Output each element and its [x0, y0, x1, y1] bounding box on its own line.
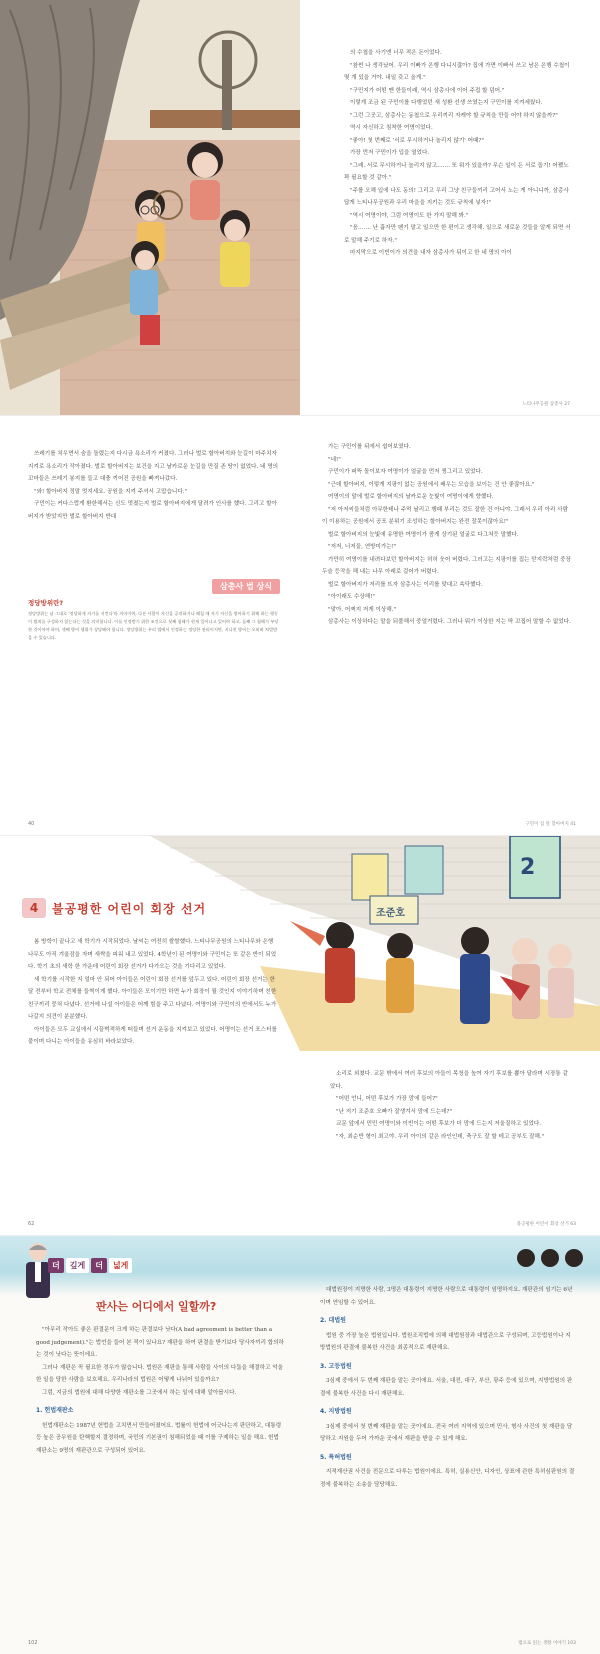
paragraph: 이렇게 조금 된 구민이를 다행었던 새 성환 선생 쓰였는지 구민이를 지켜세웠다. — [350, 100, 543, 106]
paragraph: "난 저기 조준호 오빠가 잘생겨서 맘에 드는데?" — [336, 1108, 453, 1115]
paragraph: 아이들은 모두 교실에서 시끌벅적하게 떠들며 선거 운동을 지켜보고 있었다. 어명이는 선거 포스터를 붙이며 다니는 아이들을 유심히 바라보았다. — [28, 1026, 277, 1045]
text-page-40 — [0, 416, 300, 835]
badge-part: 더 — [48, 1258, 64, 1273]
paragraph: "구민지가 어떤 맨 한들이래, 역시 삼총사에 이어 주접 할 덤어." — [350, 87, 505, 94]
paragraph: "아무리 작아도 좋은 판결문이 크게 하는 판결보다 낫다(A bad agreement is better than a good judgement)."는 법언을 들어 본 적이 있나요? 재판을 하여 판결을 받기보다 당사자끼리 합의하는 것이 낫다는 뜻이에요. — [36, 1327, 284, 1358]
subheading: 1. 헌법재판소 — [36, 1407, 74, 1414]
paragraph: "근데 할아버지, 이렇게 지팡이 없는 공원에서 배우는 모습을 보이는 건 안 좋잖아요." — [328, 481, 535, 488]
running-head: 구민이 집 앞 할아버지 41 — [525, 822, 576, 827]
paragraph: "저저, 너저들, 연방미가는!" — [328, 544, 397, 550]
text-page-41 — [300, 416, 600, 835]
book-spread-4 — [0, 1235, 600, 1654]
subheading: 3. 고등법원 — [320, 1362, 352, 1370]
paragraph: 3심제 중에서 첫 번째 재판을 맡는 곳이에요. 전국 여러 지역에 있으며 민사, 형사 사건의 첫 재판을 담당하고 지원을 두어 가까운 곳에서 재판을 받을 수 있게 해요. — [320, 1423, 573, 1442]
paragraph: 가는 구민이를 뒤에서 쉽어보였다. — [328, 444, 411, 450]
paragraph: 새 학기를 시작한 지 얼마 안 되어 아이들은 어린이 회장 선거를 앞두고 있다. 어린이 회장 선거는 한 달 전부터 학교 전체를 들썩이게 했다. 아이들은 모이기만 하면 누가 회장이 될 것인지 이야기하며 친한 친구끼리 뭉쳐 다녔다. 선거에 나설 아이들은 어깨 힘을 주고 다녔다. 여명이와 구민이의 반에서도 누가 나갈지 의견이 분분했다. — [28, 976, 277, 1020]
paragraph: 마지막으로 이빈이가 의견을 내자 삼총사가 뒤이고 한 네 명의 아이 — [350, 250, 512, 256]
paragraph: 봄 방학이 끝나고 새 학기가 시작되었다. 날씨는 여전히 쌀쌀했다. 느티나무공원의 느티나무와 은행나무도 아직 겨울잠을 자며 새싹을 피워 내고 있었다. 4학년이 된 여명이와 구민이는 또 같은 반이 되었다. 학기 초의 새학 한 가운데 어린이 회장 선거가 다가오는 것을 기다리고 있었다. — [28, 939, 277, 970]
paragraph: 구민이는 커다스럽게 환한해서는 신도 멋졌는지 벌로 할아버지에게 달려가 인사를 했다. 그리고 할아버지가 받았지만 벌로 할아버지 반대 — [28, 501, 277, 520]
page-number: 102 — [28, 1640, 38, 1646]
text-page-103 — [300, 1236, 600, 1654]
body-text — [322, 441, 572, 629]
law-tip-title: 정당방위란? — [28, 599, 64, 607]
running-head: 느티나무공원 삼총사 27 — [522, 402, 570, 407]
paragraph: "와! 할아버지 정말 멋지세요. 공원을 지켜 주셔서 고맙습니다." — [34, 488, 188, 495]
paragraph: 역시 자신하고 침착한 여명이었다. — [350, 125, 433, 131]
paragraph: 대법원장이 지명한 사람, 3명은 대통령이 지명한 사람으로 대통령이 임명하지요. 재판관의 임기는 6년이며 연임할 수 있어요. — [320, 1287, 573, 1306]
chapter-heading — [22, 898, 206, 918]
paragraph: 구민이가 퍼뜩 돌이보자 여명이가 얼굴을 먼저 찡그리고 있었다. — [328, 469, 483, 475]
paragraph: "음……. 난 흡자만 펜기 말고 일으만 한 편이고 생각해. 일으로 새로운 것들을 알게 되면 서로 말해 주기로 하자." — [344, 225, 571, 244]
paragraph: "그래. 서로 무시하거나 놀리지 않고……. 또 뭐가 있을까? 무슨 일이 든 서로 돕기! 어쨌노 꽉 필요할 것 같아." — [344, 162, 569, 181]
subheading: 2. 대법원 — [320, 1317, 346, 1324]
paragraph: 법원 중 가장 높은 법원입니다. 법원조직법에 의해 대법원장과 대법관으로 구성되며, 고등법원이나 지방법원의 판결에 불복한 사건을 최종적으로 재판해요. — [320, 1332, 571, 1351]
body-text — [36, 1324, 284, 1457]
body-text — [320, 1284, 576, 1491]
paragraph: "주를 오해 입에 나도 동의! 그리고 우리 그냥 친구들끼리 고어서 노는 게 아니니까, 삼총사답게 느티나무공원과 우리 마을을 지키는 것도 규칙에 넣자!" — [344, 187, 569, 206]
paragraph: 3심제 중에서 두 번째 재판을 맡는 곳이에요. 서울, 대전, 대구, 부산, 광주 등에 있으며, 지방법원의 판결에 불복한 사건을 다시 재판해요. — [320, 1378, 573, 1397]
park-illustration — [0, 0, 300, 415]
running-head: 법으로 읽는 생활 이야기 103 — [518, 1641, 576, 1646]
book-spread-2 — [0, 415, 600, 835]
poster-number: 2 — [520, 855, 536, 880]
paragraph: 가장 먼저 구민이가 입을 열었다. — [350, 150, 430, 156]
paragraph: "자, 최순반 형이 최고야. 우리 아이의 같은 라인인데, 축구도 잘 할 테고 공부도 잘해." — [336, 1133, 545, 1140]
paragraph: 가만히 여명이를 내려다보던 할아버지는 허허 웃어 버렸다. 그러고는 지팡이를 집는 맏지락처럼 중장 두슬 등작을 해 내는 나무 아래로 걸어가 버렸다. — [322, 556, 571, 575]
law-tip-box — [28, 574, 280, 642]
paragraph: 헌법재판소는 1987년 헌법을 고치면서 만들어졌어요. 법률이 헌법에 어긋나는지 판단하고, 대통령 등 높은 공무원을 탄핵할지 결정하며, 국민의 기본권이 침해되었을 때 이를 구제하는 일을 해요. 헌법재판소는 9명의 재판관으로 구성되어 있어요. — [36, 1422, 282, 1454]
subheading: 4. 지방법원 — [320, 1408, 352, 1415]
paragraph: 그러나 재판은 꼭 필요한 경우가 많습니다. 법원은 재판을 통해 사람들 사이의 다툼을 해결하고 억울한 일을 당한 사람을 보호해요. 우리나라의 법원은 어떻게 나뉘어 있을까요? — [36, 1364, 284, 1383]
section-title: 판사는 어디에서 일할까? — [96, 1300, 217, 1313]
body-text — [344, 47, 572, 260]
badge-part: 더 — [91, 1258, 107, 1273]
paragraph: 벌로 할아버지의 눈빛에 유명한 여명이가 콤게 상기된 얼굴로 다그쳐듯 말했다. — [328, 531, 519, 538]
badge-part: 넓게 — [109, 1258, 132, 1273]
running-head: 불공평한 어린이 회장 선거 63 — [516, 1222, 576, 1227]
body-text — [28, 448, 280, 523]
text-page-62 — [0, 836, 300, 1235]
chapter-number: 4 — [22, 898, 46, 918]
paragraph: "참썬 나 생각났어. 우리 이빠가 은행 다니시잖아? 집에 가면 이빠서 쓰고 남은 은행 수첩이 몇 개 있을 거야. 내일 갖고 올게." — [344, 62, 570, 81]
text-page-102 — [0, 1236, 300, 1654]
paragraph: "저 아저씨들처럼 아무한테나 주먹 날리고 행패 부리는 것도 잘한 건 아니야. 그래서 우리 아리 사람이 이용하는 공원에서 공포 분위기 조성하는 할아버지는 완전 잘못이잖아요!" — [322, 506, 568, 525]
paragraph: 의 수첩을 사기엔 너무 적은 돈이었다. — [350, 50, 442, 56]
paragraph: "그런 그곳고, 삼총사는 동첩으로 우리끼리 자캐야 할 규칙을 만들 어야 하지 않을까?" — [350, 112, 558, 119]
paragraph: 소리로 외쳤다. 교문 밖에서 여러 후보의 아들이 목청을 높여 자기 후보를 뽑아 달라며 시장통 같았다. — [330, 1071, 569, 1090]
page-number: 40 — [28, 821, 35, 827]
text-page-27 — [300, 0, 600, 415]
paragraph: 쓰레기를 치우면서 숨을 돌렸는지 다시금 욕소리가 커졌다. 그러나 벌로 할아버지와 눈길이 마주치자 지켜로 욕소리가 작아졌다. 벌로 할아버지는 보건을 지고 날카로운 눈길을 만질 존 땅이 없었다. 네 명의 꼬마들은 쓰레기 봉지를 들고 대충 끼어진 공원을 빠져나갔다. — [28, 451, 278, 482]
page-number: 62 — [28, 1221, 35, 1227]
illustration-page-park — [0, 0, 300, 415]
badge-part: 깊게 — [66, 1258, 89, 1273]
paragraph: "어떤 언니, 어떤 후보가 가장 맘에 들어?" — [336, 1096, 438, 1102]
poster-name: 조준호 — [376, 908, 405, 919]
book-spread-1 — [0, 0, 600, 415]
paragraph: "네!" — [328, 456, 341, 463]
paragraph: 교문 앞에서 민민 여명이와 이빈이는 어떤 후보가 더 맘에 드는지 저울질하고 있었다. — [336, 1121, 542, 1127]
paragraph: "역시 여명이야, 그럼 여명이도 한 가지 말해 봐." — [350, 212, 469, 219]
book-spread-3 — [0, 835, 600, 1235]
subheading: 5. 특허법원 — [320, 1453, 352, 1461]
law-tip-badge: 삼총사 법 상식 — [212, 579, 280, 594]
paragraph: 여명이의 말에 벌로 할아버지의 날카로운 눈빛이 여명이에게 향했다. — [328, 494, 494, 500]
body-text — [28, 936, 278, 1049]
paragraph: 삼총사는 이상하다는 말을 되풀해서 중얼거렸다. 그러나 뭐가 이상한 지는 딱 꼬집어 말할 수 없었다. — [328, 619, 571, 625]
paragraph: "아이래도 수상해!" — [328, 594, 375, 600]
paragraph: "맞아. 어쩌지 저게 이상해." — [328, 606, 397, 613]
paragraph: 그럼, 지금의 법원에 대해 다양한 재판소를 그곳에서 하는 일에 대해 알아봅시다. — [42, 1389, 237, 1396]
paragraph: 벌로 할아버지가 저리를 뜨자 삼총사는 이리를 맞대고 속닥했다. — [328, 581, 483, 588]
paragraph: "좋아! 첫 번째로 '서로 무시하거나 놀리지 않기' 어때?" — [350, 137, 484, 144]
chapter-title: 불공평한 어린이 회장 선거 — [52, 901, 207, 916]
body-text — [330, 1068, 570, 1143]
paragraph: 지적재산권 사건을 전문으로 다루는 법원이에요. 특허, 실용신안, 디자인, 상표에 관한 특허심판원의 결정에 불복하는 소송을 담당해요. — [320, 1469, 575, 1488]
law-tip-note: 정당방위는 남 그대로 '정당하게 자기를 지킨다'라 의미이며, 다른 사람이 자신을 공격하거나 해칠 때 자기 자신을 방어하기 위해 하는 행동이 범죄를 구성하지 않는다는 것을 의미합니다. 이를 인정받기 위한 조건으로 첫째 침해가 현재 일어나고 있어야 하고, 둘째 그 침해가 부당한 것이어야 하며, 셋째 방어 행위가 상당해야 합니다. 정당방위는 우리 법에서 인정하는 정당한 권리이지만, 지나친 방어는 오히려 처벌받을 수 있습니다. — [28, 611, 279, 640]
text-page-63 — [300, 836, 600, 1235]
